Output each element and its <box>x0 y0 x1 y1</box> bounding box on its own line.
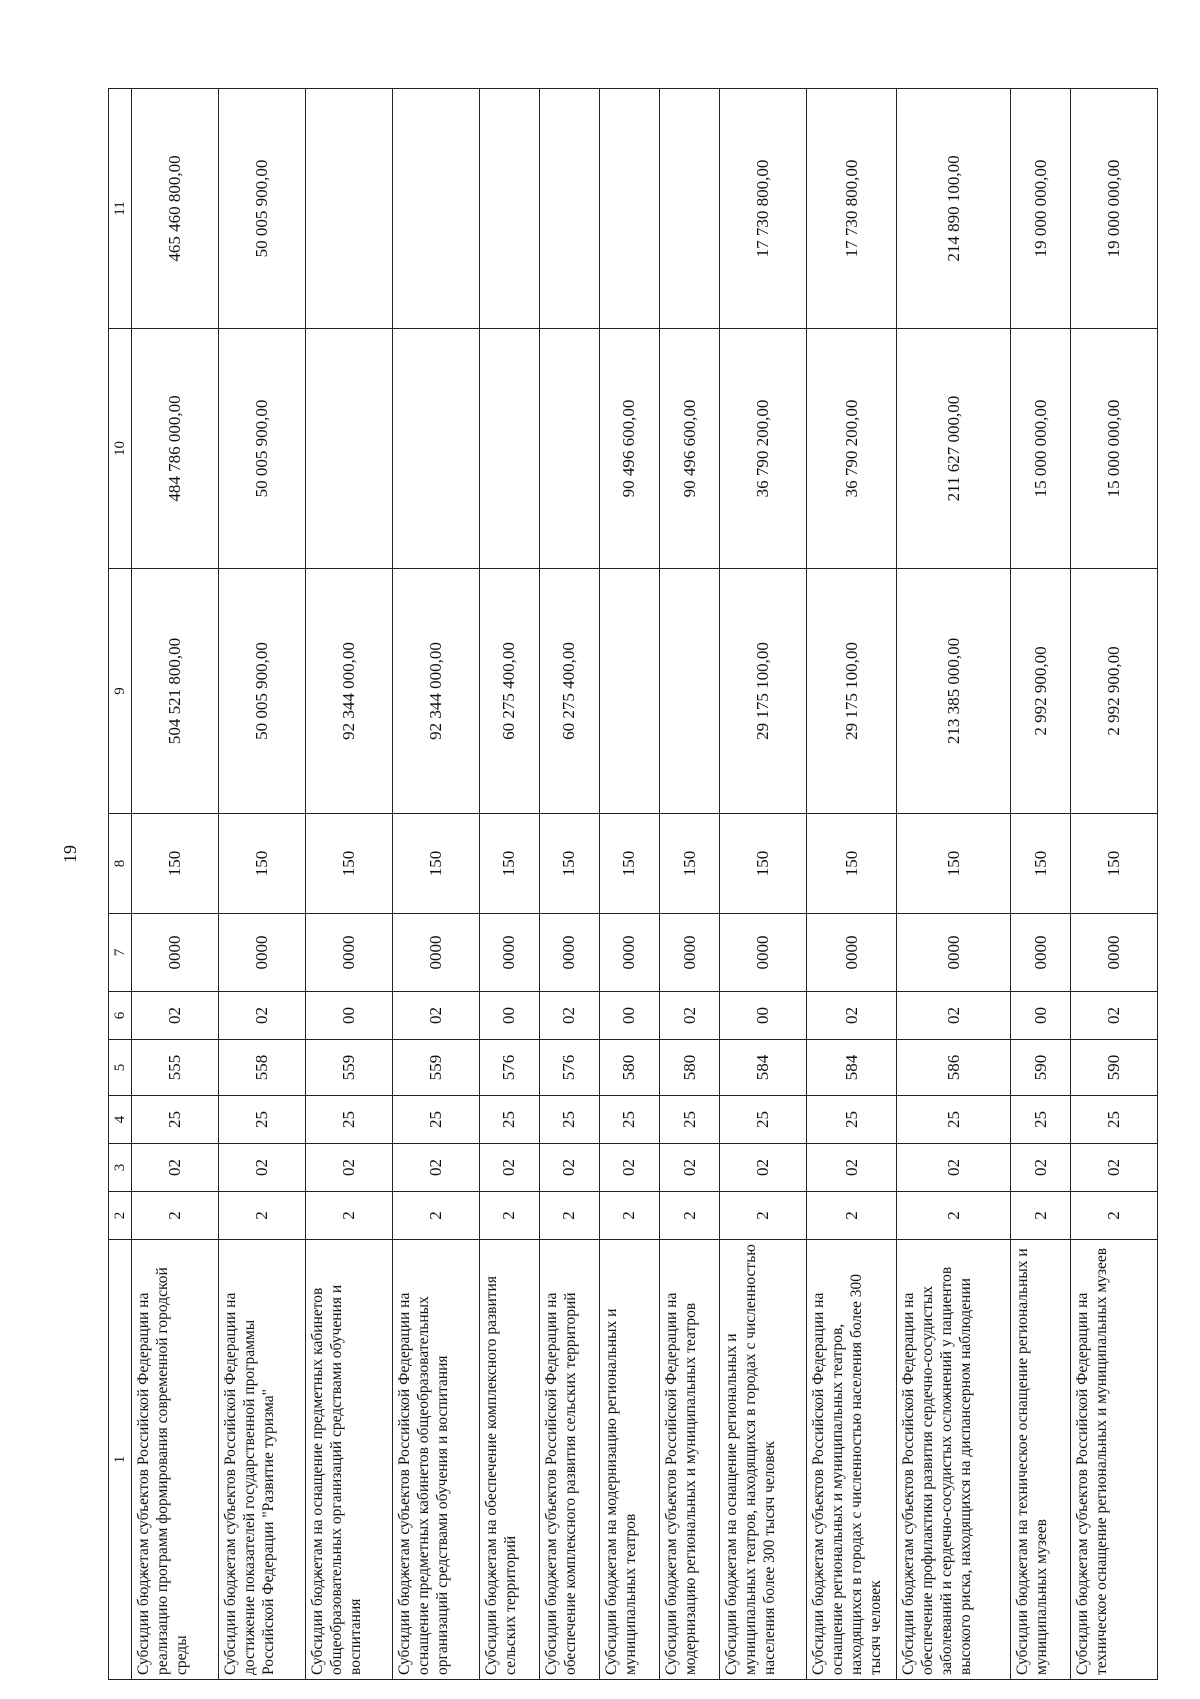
code-cell-5: 590 <box>1071 1040 1158 1096</box>
amount-cell-11: 17 730 800,00 <box>807 89 897 329</box>
col-header-5: 5 <box>109 1040 132 1096</box>
table-row <box>539 89 599 1680</box>
code-cell-4: 25 <box>897 1096 1011 1144</box>
amount-cell-10 <box>479 329 539 569</box>
code-cell-6: 02 <box>807 992 897 1040</box>
row-name-cell: Субсидии бюджетам на оснащение региональных и муниципальных театров, находящихся в городах с численностью населения более 300 тысяч человек <box>720 1240 807 1680</box>
table-row <box>132 89 219 1680</box>
code-cell-5: 559 <box>392 1040 479 1096</box>
code-cell-7: 0000 <box>392 914 479 992</box>
col-header-7: 7 <box>109 914 132 992</box>
code-cell-7: 0000 <box>599 914 659 992</box>
code-cell-6: 02 <box>132 992 219 1040</box>
amount-cell-10: 50 005 900,00 <box>218 329 305 569</box>
table-row <box>599 89 659 1680</box>
code-cell-2: 2 <box>218 1192 305 1240</box>
code-cell-7: 0000 <box>897 914 1011 992</box>
amount-cell-9: 92 344 000,00 <box>392 569 479 814</box>
code-cell-4: 25 <box>660 1096 720 1144</box>
amount-cell-10 <box>539 329 599 569</box>
code-cell-8: 150 <box>1071 814 1158 914</box>
table-row <box>305 89 392 1680</box>
code-cell-3: 02 <box>132 1144 219 1192</box>
table-row <box>218 89 305 1680</box>
code-cell-2: 2 <box>660 1192 720 1240</box>
amount-cell-11: 50 005 900,00 <box>218 89 305 329</box>
code-cell-8: 150 <box>305 814 392 914</box>
table-row <box>807 89 897 1680</box>
col-header-11: 11 <box>109 89 132 329</box>
code-cell-8: 150 <box>897 814 1011 914</box>
code-cell-8: 150 <box>599 814 659 914</box>
code-cell-6: 00 <box>599 992 659 1040</box>
amount-cell-9: 29 175 100,00 <box>807 569 897 814</box>
code-cell-6: 00 <box>479 992 539 1040</box>
code-cell-4: 25 <box>1010 1096 1070 1144</box>
amount-cell-11: 214 890 100,00 <box>897 89 1011 329</box>
code-cell-6: 02 <box>660 992 720 1040</box>
code-cell-4: 25 <box>539 1096 599 1144</box>
code-cell-8: 150 <box>392 814 479 914</box>
code-cell-3: 02 <box>218 1144 305 1192</box>
amount-cell-9 <box>599 569 659 814</box>
code-cell-3: 02 <box>305 1144 392 1192</box>
row-name-cell: Субсидии бюджетам на обеспечение комплексного развития сельских территорий <box>479 1240 539 1680</box>
code-cell-2: 2 <box>1071 1192 1158 1240</box>
code-cell-2: 2 <box>807 1192 897 1240</box>
amount-cell-10 <box>305 329 392 569</box>
code-cell-6: 02 <box>1071 992 1158 1040</box>
amount-cell-10: 90 496 600,00 <box>660 329 720 569</box>
code-cell-5: 586 <box>897 1040 1011 1096</box>
code-cell-6: 00 <box>1010 992 1070 1040</box>
code-cell-6: 02 <box>897 992 1011 1040</box>
code-cell-2: 2 <box>599 1192 659 1240</box>
code-cell-8: 150 <box>218 814 305 914</box>
code-cell-2: 2 <box>897 1192 1011 1240</box>
code-cell-3: 02 <box>1071 1144 1158 1192</box>
code-cell-3: 02 <box>1010 1144 1070 1192</box>
amount-cell-10: 15 000 000,00 <box>1010 329 1070 569</box>
col-header-6: 6 <box>109 992 132 1040</box>
amount-cell-9: 213 385 000,00 <box>897 569 1011 814</box>
code-cell-7: 0000 <box>479 914 539 992</box>
code-cell-3: 02 <box>599 1144 659 1192</box>
code-cell-2: 2 <box>392 1192 479 1240</box>
amount-cell-10: 36 790 200,00 <box>720 329 807 569</box>
code-cell-3: 02 <box>660 1144 720 1192</box>
code-cell-5: 559 <box>305 1040 392 1096</box>
code-cell-6: 02 <box>218 992 305 1040</box>
col-header-1: 1 <box>109 1240 132 1680</box>
code-cell-3: 02 <box>479 1144 539 1192</box>
table-row <box>1071 89 1158 1680</box>
code-cell-7: 0000 <box>1071 914 1158 992</box>
amount-cell-9: 60 275 400,00 <box>479 569 539 814</box>
code-cell-7: 0000 <box>132 914 219 992</box>
col-header-4: 4 <box>109 1096 132 1144</box>
code-cell-4: 25 <box>1071 1096 1158 1144</box>
amount-cell-11 <box>305 89 392 329</box>
code-cell-5: 558 <box>218 1040 305 1096</box>
col-header-8: 8 <box>109 814 132 914</box>
code-cell-5: 584 <box>807 1040 897 1096</box>
code-cell-8: 150 <box>132 814 219 914</box>
code-cell-8: 150 <box>807 814 897 914</box>
code-cell-3: 02 <box>897 1144 1011 1192</box>
amount-cell-9: 2 992 900,00 <box>1010 569 1070 814</box>
amount-cell-11: 19 000 000,00 <box>1010 89 1070 329</box>
table-row <box>392 89 479 1680</box>
amount-cell-11 <box>660 89 720 329</box>
code-cell-3: 02 <box>807 1144 897 1192</box>
row-name-cell: Субсидии бюджетам субъектов Российской Федерации на техническое оснащение региональных и муниципальных музеев <box>1071 1240 1158 1680</box>
amount-cell-9 <box>660 569 720 814</box>
row-name-cell: Субсидии бюджетам субъектов Российской Федерации на достижение показателей государственной программы Российской Федерации "Развитие туризма" <box>218 1240 305 1680</box>
code-cell-4: 25 <box>305 1096 392 1144</box>
code-cell-8: 150 <box>539 814 599 914</box>
row-name-cell: Субсидии бюджетам субъектов Российской Федерации на оснащение региональных и муниципальных театров, находящихся в городах с численностью населения более 300 тысяч человек <box>807 1240 897 1680</box>
code-cell-7: 0000 <box>218 914 305 992</box>
table-row <box>660 89 720 1680</box>
amount-cell-11 <box>479 89 539 329</box>
budget-table <box>108 88 1158 1680</box>
amount-cell-10: 484 786 000,00 <box>132 329 219 569</box>
table-row <box>897 89 1011 1680</box>
code-cell-6: 00 <box>305 992 392 1040</box>
table-row <box>1010 89 1070 1680</box>
row-name-cell: Субсидии бюджетам субъектов Российской Федерации на обеспечение профилактики развития сердечно-сосудистых заболеваний и сердечно-сосудистых осложнений у пациентов высокого риска, находящихся на диспансерном наблюдении <box>897 1240 1011 1680</box>
amount-cell-9: 29 175 100,00 <box>720 569 807 814</box>
row-name-cell: Субсидии бюджетам на техническое оснащение региональных и муниципальных музеев <box>1010 1240 1070 1680</box>
amount-cell-9: 92 344 000,00 <box>305 569 392 814</box>
code-cell-8: 150 <box>720 814 807 914</box>
code-cell-4: 25 <box>218 1096 305 1144</box>
code-cell-3: 02 <box>720 1144 807 1192</box>
row-name-cell: Субсидии бюджетам на оснащение предметных кабинетов общеобразовательных организаций средствами обучения и воспитания <box>305 1240 392 1680</box>
code-cell-5: 590 <box>1010 1040 1070 1096</box>
code-cell-6: 02 <box>392 992 479 1040</box>
code-cell-2: 2 <box>720 1192 807 1240</box>
code-cell-2: 2 <box>539 1192 599 1240</box>
code-cell-8: 150 <box>1010 814 1070 914</box>
row-name-cell: Субсидии бюджетам субъектов Российской Федерации на модернизацию региональных и муниципальных театров <box>660 1240 720 1680</box>
page-number: 19 <box>60 845 80 863</box>
amount-cell-11 <box>599 89 659 329</box>
code-cell-5: 580 <box>660 1040 720 1096</box>
amount-cell-10: 211 627 000,00 <box>897 329 1011 569</box>
code-cell-6: 00 <box>720 992 807 1040</box>
col-header-9: 9 <box>109 569 132 814</box>
code-cell-6: 02 <box>539 992 599 1040</box>
row-name-cell: Субсидии бюджетам субъектов Российской Федерации на реализацию программ формирования современной городской среды <box>132 1240 219 1680</box>
code-cell-2: 2 <box>1010 1192 1070 1240</box>
code-cell-7: 0000 <box>305 914 392 992</box>
amount-cell-10 <box>392 329 479 569</box>
amount-cell-10: 15 000 000,00 <box>1071 329 1158 569</box>
code-cell-7: 0000 <box>720 914 807 992</box>
code-cell-8: 150 <box>479 814 539 914</box>
header-row <box>109 89 132 1680</box>
table-body <box>132 89 1158 1680</box>
code-cell-2: 2 <box>305 1192 392 1240</box>
code-cell-4: 25 <box>599 1096 659 1144</box>
col-header-2: 2 <box>109 1192 132 1240</box>
amount-cell-9: 50 005 900,00 <box>218 569 305 814</box>
amount-cell-11: 17 730 800,00 <box>720 89 807 329</box>
amount-cell-11 <box>539 89 599 329</box>
amount-cell-9: 504 521 800,00 <box>132 569 219 814</box>
code-cell-3: 02 <box>539 1144 599 1192</box>
code-cell-2: 2 <box>132 1192 219 1240</box>
amount-cell-10: 90 496 600,00 <box>599 329 659 569</box>
code-cell-5: 555 <box>132 1040 219 1096</box>
code-cell-7: 0000 <box>539 914 599 992</box>
table-row <box>479 89 539 1680</box>
amount-cell-9: 2 992 900,00 <box>1071 569 1158 814</box>
code-cell-5: 576 <box>539 1040 599 1096</box>
code-cell-7: 0000 <box>807 914 897 992</box>
code-cell-2: 2 <box>479 1192 539 1240</box>
code-cell-5: 580 <box>599 1040 659 1096</box>
amount-cell-11 <box>392 89 479 329</box>
code-cell-7: 0000 <box>1010 914 1070 992</box>
code-cell-4: 25 <box>392 1096 479 1144</box>
code-cell-4: 25 <box>807 1096 897 1144</box>
code-cell-8: 150 <box>660 814 720 914</box>
amount-cell-10: 36 790 200,00 <box>807 329 897 569</box>
code-cell-5: 576 <box>479 1040 539 1096</box>
row-name-cell: Субсидии бюджетам субъектов Российской Федерации на обеспечение комплексного развития сельских территорий <box>539 1240 599 1680</box>
col-header-10: 10 <box>109 329 132 569</box>
row-name-cell: Субсидии бюджетам на модернизацию региональных и муниципальных театров <box>599 1240 659 1680</box>
code-cell-4: 25 <box>132 1096 219 1144</box>
col-header-3: 3 <box>109 1144 132 1192</box>
code-cell-7: 0000 <box>660 914 720 992</box>
amount-cell-11: 465 460 800,00 <box>132 89 219 329</box>
code-cell-3: 02 <box>392 1144 479 1192</box>
code-cell-4: 25 <box>479 1096 539 1144</box>
table-row <box>720 89 807 1680</box>
rotated-page <box>108 89 1158 1680</box>
amount-cell-11: 19 000 000,00 <box>1071 89 1158 329</box>
code-cell-4: 25 <box>720 1096 807 1144</box>
row-name-cell: Субсидии бюджетам субъектов Российской Федерации на оснащение предметных кабинетов общеобразовательных организаций средствами обучения и воспитания <box>392 1240 479 1680</box>
code-cell-5: 584 <box>720 1040 807 1096</box>
amount-cell-9: 60 275 400,00 <box>539 569 599 814</box>
